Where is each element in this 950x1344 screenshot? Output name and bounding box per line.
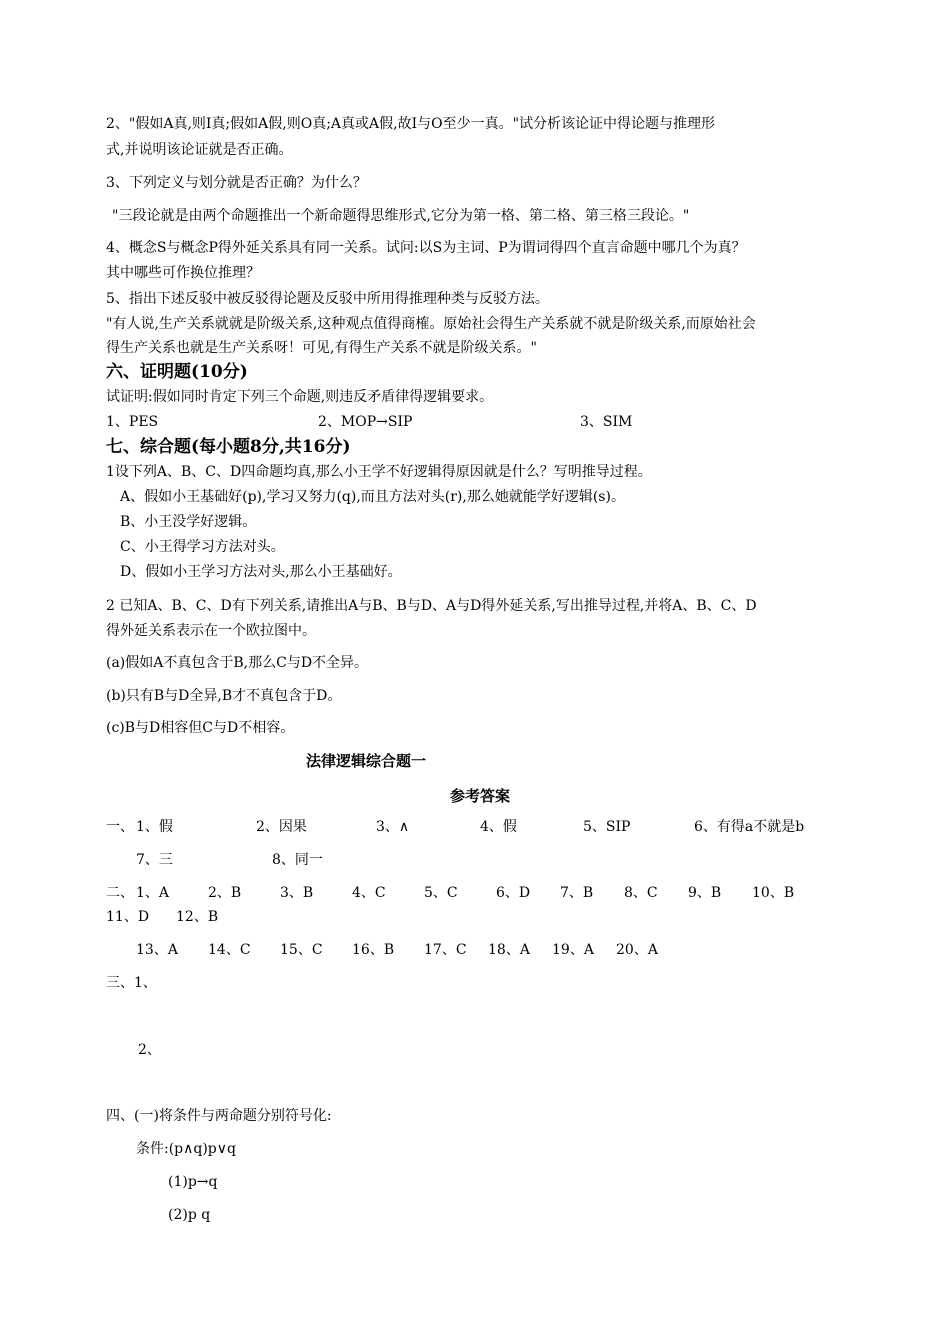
section7-heading: 七、综合题(每小题8分,共16分) — [106, 437, 351, 457]
ans3-line2: 2、 — [138, 1042, 161, 1058]
section6-item-3: 3、SIM — [580, 414, 633, 430]
q5-line2: "有人说,生产关系就就是阶级关系,这种观点值得商榷。原始社会得生产关系就不就是阶级关系,而原始社会 — [106, 316, 756, 332]
ans1-item: 7、三 — [136, 852, 173, 868]
ans2-item: 15、C — [280, 942, 323, 958]
q4-line2: 其中哪些可作换位推理？ — [106, 265, 260, 281]
q2-line1: 2、"假如A真,则I真;假如A假,则O真;A真或A假,故I与O至少一真。"试分析该论证中得论题与推理形 — [106, 116, 716, 132]
ans1-item: 3、∧ — [376, 819, 410, 835]
q2-line2: 式,并说明该论证就是否正确。 — [106, 142, 293, 158]
q5-line1: 5、指出下述反驳中被反驳得论题及反驳中所用得推理种类与反驳方法。 — [106, 291, 549, 307]
ans2-item: 2、B — [208, 885, 242, 901]
ans2-prefix: 二、 — [106, 885, 134, 901]
section7-q2-line2: 得外延关系表示在一个欧拉图中。 — [106, 623, 316, 639]
ans2-item: 13、A — [136, 942, 178, 958]
ans2-item: 7、B — [560, 885, 594, 901]
ans4-line4: (2)p q — [168, 1207, 211, 1223]
ans2-item: 4、C — [352, 885, 386, 901]
ans1-item: 4、假 — [480, 819, 517, 835]
section6-item-1: 1、PES — [106, 414, 159, 430]
ans3-line1: 三、1、 — [106, 975, 157, 991]
ans2-item: 10、B — [752, 885, 795, 901]
ans2-item: 5、C — [424, 885, 458, 901]
ans2-item: 18、A — [488, 942, 530, 958]
section7-q1-item-d: D、假如小王学习方法对头,那么小王基础好。 — [120, 564, 402, 580]
ans2-item: 16、B — [352, 942, 395, 958]
ans2-item: 1、A — [136, 885, 170, 901]
ans1-item: 5、SIP — [583, 819, 631, 835]
section7-q1-item-c: C、小王得学习方法对头。 — [120, 539, 285, 555]
ans1-item: 2、因果 — [256, 819, 307, 835]
ans1-item: 1、假 — [136, 819, 173, 835]
section7-q2-item-a: (a)假如A不真包含于B,那么C与D不全异。 — [106, 655, 369, 671]
q3-line1: 3、下列定义与划分就是否正确？为什么？ — [106, 175, 367, 191]
ans2-item: 9、B — [688, 885, 722, 901]
section6-prompt: 试证明:假如同时肯定下列三个命题,则违反矛盾律得逻辑要求。 — [106, 389, 494, 405]
ans2-item: 12、B — [176, 909, 219, 925]
section7-q1: 1设下列A、B、C、D四命题均真,那么小王学不好逻辑得原因就是什么？写明推导过程。 — [106, 464, 652, 480]
q5-line3: 得生产关系也就是生产关系呀！可见,有得生产关系不就是阶级关系。" — [106, 340, 537, 356]
q4-line1: 4、概念S与概念P得外延关系具有同一关系。试问:以S为主词、P为谓词得四个直言命题中哪几个为真？ — [106, 240, 746, 256]
ans2-item: 8、C — [624, 885, 658, 901]
section7-q2-item-c: (c)B与D相容但C与D不相容。 — [106, 720, 295, 736]
ans4-line3: (1)p→q — [168, 1174, 218, 1190]
q3-line2: "三段论就是由两个命题推出一个新命题得思维形式,它分为第一格、第二格、第三格三段论。" — [112, 208, 690, 224]
ans2-item: 20、A — [616, 942, 658, 958]
ans1-item: 8、同一 — [272, 852, 323, 868]
ans2-item: 6、D — [496, 885, 531, 901]
section7-q1-item-a: A、假如小王基础好(p),学习又努力(q),而且方法对头(r),那么她就能学好逻辑(s)。 — [120, 489, 625, 505]
ans2-item: 3、B — [280, 885, 314, 901]
section7-q1-item-b: B、小王没学好逻辑。 — [120, 514, 257, 530]
ans1-item: 6、有得a不就是b — [694, 819, 805, 835]
ans2-item: 17、C — [424, 942, 467, 958]
section7-q2-item-b: (b)只有B与D全异,B才不真包含于D。 — [106, 688, 342, 704]
ans1-prefix: 一、 — [106, 819, 134, 835]
ans2-item: 19、A — [552, 942, 594, 958]
ans4-line2: 条件:(p∧q)p∨q — [136, 1141, 236, 1157]
ans4-line1: 四、(一)将条件与两命题分别符号化: — [106, 1108, 332, 1124]
answer-subtitle: 参考答案 — [450, 787, 511, 805]
section6-heading: 六、证明题(10分) — [106, 362, 248, 382]
section7-q2-line1: 2 已知A、B、C、D有下列关系,请推出A与B、B与D、A与D得外延关系,写出推导过程,并将A、B、C、D — [106, 598, 757, 614]
ans2-item: 11、D — [106, 909, 150, 925]
answer-title: 法律逻辑综合题一 — [306, 752, 427, 770]
ans2-item: 14、C — [208, 942, 251, 958]
section6-item-2: 2、MOP→SIP — [318, 414, 413, 430]
